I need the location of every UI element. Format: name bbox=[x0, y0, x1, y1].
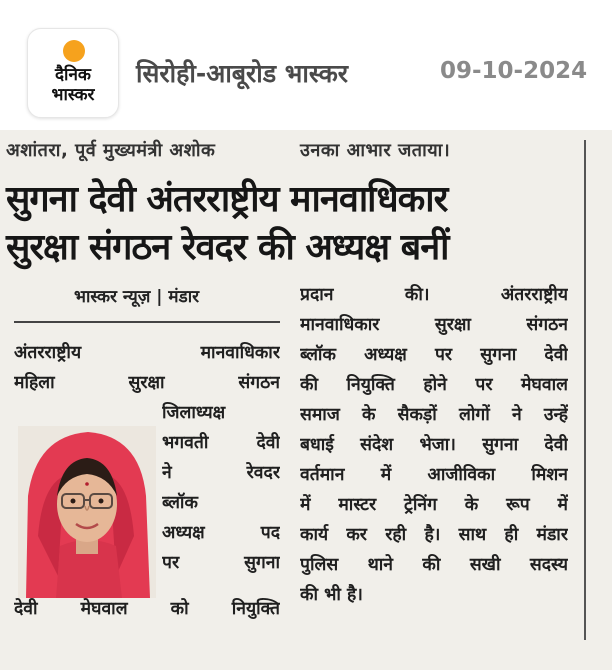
dainik-bhaskar-logo[interactable] bbox=[27, 28, 119, 118]
right-column-line: पुलिस थाने की सखी सदस्य bbox=[300, 555, 568, 575]
portrait-photo bbox=[18, 426, 156, 598]
left-column-line: ब्लॉक bbox=[162, 493, 198, 513]
right-column-line: ब्लॉक अध्यक्ष पर सुगना देवी bbox=[300, 345, 568, 365]
right-column-line: कार्य कर रही है। साथ ही मंडार bbox=[300, 525, 568, 545]
byline-divider bbox=[14, 321, 280, 323]
previous-article-cut bbox=[0, 138, 600, 162]
left-column-line: अध्यक्ष पद bbox=[162, 523, 280, 543]
left-column-line: भगवती देवी bbox=[162, 433, 280, 453]
left-column-line: ने रेवदर bbox=[162, 463, 280, 483]
sun-icon bbox=[63, 40, 85, 62]
right-column-line: वर्तमान में आजीविका मिशन bbox=[300, 465, 568, 485]
left-column-line: पर सुगना bbox=[162, 553, 280, 573]
byline: भास्कर न्यूज़ | मंडार bbox=[74, 287, 200, 307]
publication-title: सिरोही-आबूरोड भास्कर bbox=[136, 59, 349, 88]
right-column-line: की नियुक्ति होने पर मेघवाल bbox=[300, 375, 568, 395]
left-column-line: अंतरराष्ट्रीय मानवाधिकार bbox=[14, 343, 280, 363]
right-column-line: बधाई संदेश भेजा। सुगना देवी bbox=[300, 435, 568, 455]
cut-text-left: अशांतरा, पूर्व मुख्यमंत्री अशोक bbox=[6, 140, 216, 161]
logo-text-dainik: दैनिक bbox=[55, 65, 91, 85]
right-column-line: की भी है। bbox=[300, 585, 363, 605]
logo-text-bhaskar: भास्कर bbox=[51, 85, 95, 105]
left-column-line: जिलाध्यक्ष bbox=[162, 403, 226, 423]
right-column-line: प्रदान की। अंतरराष्ट्रीय bbox=[300, 285, 568, 305]
publication-date: 09-10-2024 bbox=[440, 58, 588, 84]
right-column-line: में मास्टर ट्रेनिंग के रूप में bbox=[300, 495, 568, 515]
right-column-line: मानवाधिकार सुरक्षा संगठन bbox=[300, 315, 568, 335]
app-header bbox=[0, 0, 612, 130]
left-column-line: देवी मेघवाल को नियुक्ति bbox=[14, 599, 280, 619]
woman-in-red-veil-illustration bbox=[18, 426, 156, 598]
left-column-line: महिला सुरक्षा संगठन bbox=[14, 373, 280, 393]
headline-line-2: सुरक्षा संगठन रेवदर की अध्यक्ष बनीं bbox=[6, 227, 449, 268]
column-divider bbox=[584, 140, 586, 640]
newspaper-clipping bbox=[0, 130, 612, 670]
headline-line-1: सुगना देवी अंतरराष्ट्रीय मानवाधिकार bbox=[6, 179, 448, 220]
right-column-line: समाज के सैकड़ों लोगों ने उन्हें bbox=[300, 405, 568, 425]
cut-text-right: उनका आभार जताया। bbox=[300, 140, 451, 161]
